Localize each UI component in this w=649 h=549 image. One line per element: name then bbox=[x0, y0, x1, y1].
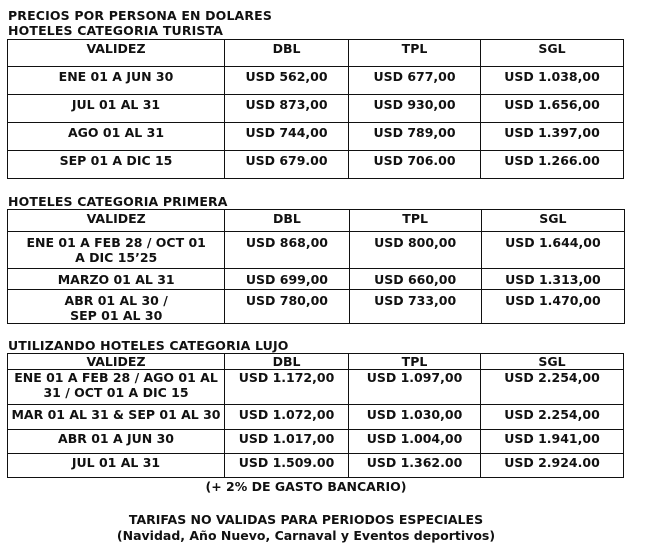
dbl-cell: USD 868,00 bbox=[225, 232, 349, 269]
sgl-cell: USD 2.254,00 bbox=[481, 370, 624, 405]
validez-cell: MARZO 01 AL 31 bbox=[8, 269, 225, 290]
table-row bbox=[8, 290, 625, 324]
disclaimer-line-1: TARIFAS NO VALIDAS PARA PERIODOS ESPECIALES bbox=[128, 512, 484, 527]
validez-cell: MAR 01 AL 31 & SEP 01 AL 30 bbox=[8, 405, 225, 430]
column-header-dbl: DBL bbox=[225, 210, 349, 232]
section-heading-lujo: UTILIZANDO HOTELES CATEGORIA LUJO bbox=[8, 338, 289, 353]
tpl-cell: USD 930,00 bbox=[349, 95, 481, 123]
sgl-cell: USD 2.254,00 bbox=[481, 405, 624, 430]
tpl-cell: USD 1.030,00 bbox=[349, 405, 481, 430]
rates-table-turista bbox=[7, 39, 624, 179]
validez-cell bbox=[8, 290, 225, 324]
dbl-cell: USD 699,00 bbox=[225, 269, 349, 290]
validez-cell: ENE 01 A JUN 30 bbox=[8, 67, 225, 95]
dbl-cell: USD 679.00 bbox=[225, 151, 349, 179]
sgl-cell: USD 2.924.00 bbox=[481, 454, 624, 478]
table-row bbox=[8, 430, 624, 454]
tpl-cell: USD 677,00 bbox=[349, 67, 481, 95]
sgl-cell: USD 1.266.00 bbox=[481, 151, 624, 179]
tpl-cell: USD 1.362.00 bbox=[349, 454, 481, 478]
validez-cell: JUL 01 AL 31 bbox=[8, 95, 225, 123]
table-row bbox=[8, 151, 624, 179]
validez-cell: AGO 01 AL 31 bbox=[8, 123, 225, 151]
validez-cell: ABR 01 A JUN 30 bbox=[8, 430, 225, 454]
sgl-cell: USD 1.644,00 bbox=[481, 232, 624, 269]
table-row bbox=[8, 95, 624, 123]
sgl-cell: USD 1.941,00 bbox=[481, 430, 624, 454]
table-row bbox=[8, 454, 624, 478]
validez-cell bbox=[8, 232, 225, 269]
column-header-tpl: TPL bbox=[349, 210, 481, 232]
table-header-row bbox=[8, 354, 624, 370]
dbl-cell: USD 1.017,00 bbox=[225, 430, 349, 454]
validez-line: ENE 01 A FEB 28 / AGO 01 AL bbox=[14, 370, 218, 385]
section-heading-primera: HOTELES CATEGORIA PRIMERA bbox=[8, 194, 228, 209]
section-heading-turista: HOTELES CATEGORIA TURISTA bbox=[8, 23, 224, 38]
dbl-cell: USD 1.172,00 bbox=[225, 370, 349, 405]
column-header-dbl: DBL bbox=[225, 40, 349, 67]
rates-table-lujo bbox=[7, 353, 624, 478]
tpl-cell: USD 789,00 bbox=[349, 123, 481, 151]
tpl-cell: USD 733,00 bbox=[349, 290, 481, 324]
sgl-cell: USD 1.313,00 bbox=[481, 269, 624, 290]
table-row bbox=[8, 370, 624, 405]
table-row bbox=[8, 232, 625, 269]
table-header-row bbox=[8, 210, 625, 232]
validez-line: A DIC 15’25 bbox=[75, 250, 158, 265]
dbl-cell: USD 744,00 bbox=[225, 123, 349, 151]
validez-line: ENE 01 A FEB 28 / OCT 01 bbox=[26, 235, 206, 250]
column-header-validez: VALIDEZ bbox=[8, 210, 225, 232]
table-row bbox=[8, 269, 625, 290]
column-header-validez: VALIDEZ bbox=[8, 40, 225, 67]
tpl-cell: USD 800,00 bbox=[349, 232, 481, 269]
validez-line: SEP 01 AL 30 bbox=[70, 308, 163, 323]
dbl-cell: USD 1.509.00 bbox=[225, 454, 349, 478]
validez-line: 31 / OCT 01 A DIC 15 bbox=[43, 385, 189, 400]
sgl-cell: USD 1.656,00 bbox=[481, 95, 624, 123]
column-header-sgl: SGL bbox=[481, 40, 624, 67]
tpl-cell: USD 1.097,00 bbox=[349, 370, 481, 405]
bank-fee-note: (+ 2% DE GASTO BANCARIO) bbox=[205, 479, 407, 494]
tpl-cell: USD 1.004,00 bbox=[349, 430, 481, 454]
sgl-cell: USD 1.397,00 bbox=[481, 123, 624, 151]
table-row bbox=[8, 67, 624, 95]
table-row bbox=[8, 123, 624, 151]
dbl-cell: USD 562,00 bbox=[225, 67, 349, 95]
sgl-cell: USD 1.470,00 bbox=[481, 290, 624, 324]
column-header-validez: VALIDEZ bbox=[8, 354, 225, 370]
rates-table-primera bbox=[7, 209, 625, 324]
column-header-sgl: SGL bbox=[481, 210, 624, 232]
table-header-row bbox=[8, 40, 624, 67]
dbl-cell: USD 873,00 bbox=[225, 95, 349, 123]
tpl-cell: USD 706.00 bbox=[349, 151, 481, 179]
dbl-cell: USD 1.072,00 bbox=[225, 405, 349, 430]
column-header-dbl: DBL bbox=[225, 354, 349, 370]
validez-cell: JUL 01 AL 31 bbox=[8, 454, 225, 478]
validez-cell: SEP 01 A DIC 15 bbox=[8, 151, 225, 179]
dbl-cell: USD 780,00 bbox=[225, 290, 349, 324]
column-header-tpl: TPL bbox=[349, 40, 481, 67]
table-row bbox=[8, 405, 624, 430]
column-header-sgl: SGL bbox=[481, 354, 624, 370]
disclaimer-line-2: (Navidad, Año Nuevo, Carnaval y Eventos deportivos) bbox=[116, 528, 496, 543]
sgl-cell: USD 1.038,00 bbox=[481, 67, 624, 95]
validez-line: ABR 01 AL 30 / bbox=[64, 293, 168, 308]
column-header-tpl: TPL bbox=[349, 354, 481, 370]
validez-cell bbox=[8, 370, 225, 405]
document-title: PRECIOS POR PERSONA EN DOLARES bbox=[8, 8, 272, 23]
tpl-cell: USD 660,00 bbox=[349, 269, 481, 290]
